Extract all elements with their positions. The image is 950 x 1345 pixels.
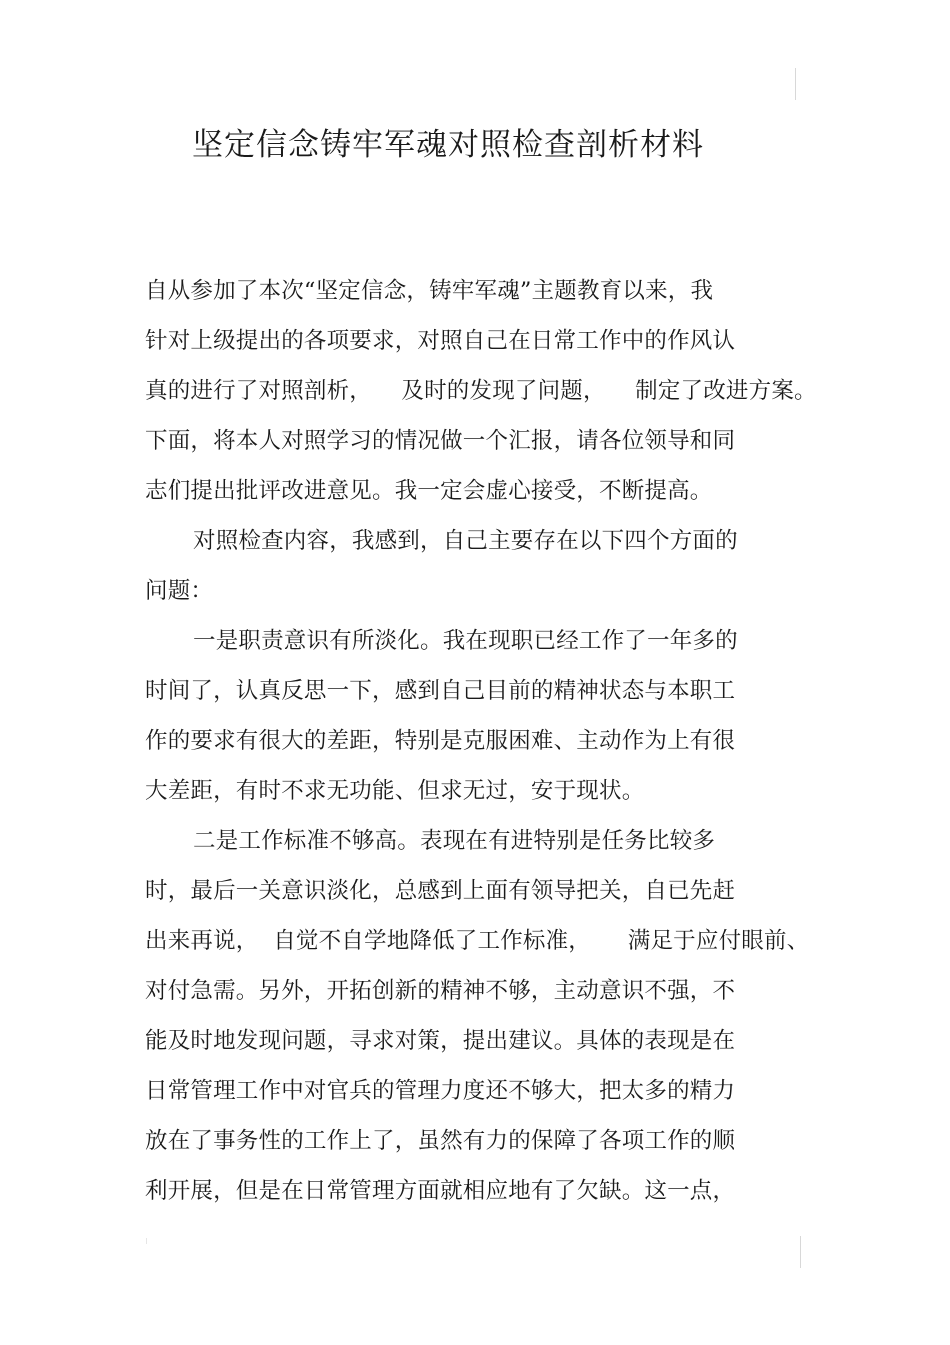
body-line: 能及时地发现问题，寻求对策，提出建议。具体的表现是在: [145, 1028, 736, 1054]
body-line: 二是工作标准不够高。表现在有进特别是任务比较多: [193, 828, 716, 854]
page-corner-mark: [795, 68, 796, 100]
body-line: 时，最后一关意识淡化，总感到上面有领导把关，自已先赶: [145, 878, 736, 904]
body-line: 针对上级提出的各项要求，对照自己在日常工作中的作风认: [145, 328, 736, 354]
body-line: 出来再说， 自觉不自学地降低了工作标准， 满足于应付眼前、: [145, 928, 810, 954]
body-line: 下面，将本人对照学习的情况做一个汇报，请各位领导和同: [145, 428, 736, 454]
document-title: 坚定信念铸牢军魂对照检查剖析材料: [192, 127, 704, 163]
body-line: 自从参加了本次“坚定信念，铸牢军魂”主题教育以来，我: [145, 278, 714, 304]
body-line: 日常管理工作中对官兵的管理力度还不够大，把太多的精力: [145, 1078, 736, 1104]
body-line: 时间了，认真反思一下，感到自己目前的精神状态与本职工: [145, 678, 736, 704]
body-line: 一是职责意识有所淡化。我在现职已经工作了一年多的: [193, 628, 738, 654]
body-line: 放在了事务性的工作上了，虽然有力的保障了各项工作的顺: [145, 1128, 736, 1154]
body-line: 志们提出批评改进意见。我一定会虚心接受，不断提高。: [145, 478, 713, 504]
body-line: 利开展，但是在日常管理方面就相应地有了欠缺。这一点，: [145, 1178, 736, 1204]
body-line: 作的要求有很大的差距，特别是克服困难、主动作为上有很: [145, 728, 736, 754]
body-line: 问题：: [145, 578, 214, 604]
page-corner-mark: [146, 1238, 147, 1244]
body-line: 大差距，有时不求无功能、但求无过，安于现状。: [145, 778, 645, 804]
body-line: 对付急需。另外，开拓创新的精神不够，主动意识不强，不: [145, 978, 736, 1004]
document-body: [145, 266, 817, 1216]
body-line: 真的进行了对照剖析， 及时的发现了问题， 制定了改进方案。: [145, 378, 817, 404]
page-corner-mark: [800, 1236, 801, 1268]
body-line: 对照检查内容，我感到，自己主要存在以下四个方面的: [193, 528, 738, 554]
